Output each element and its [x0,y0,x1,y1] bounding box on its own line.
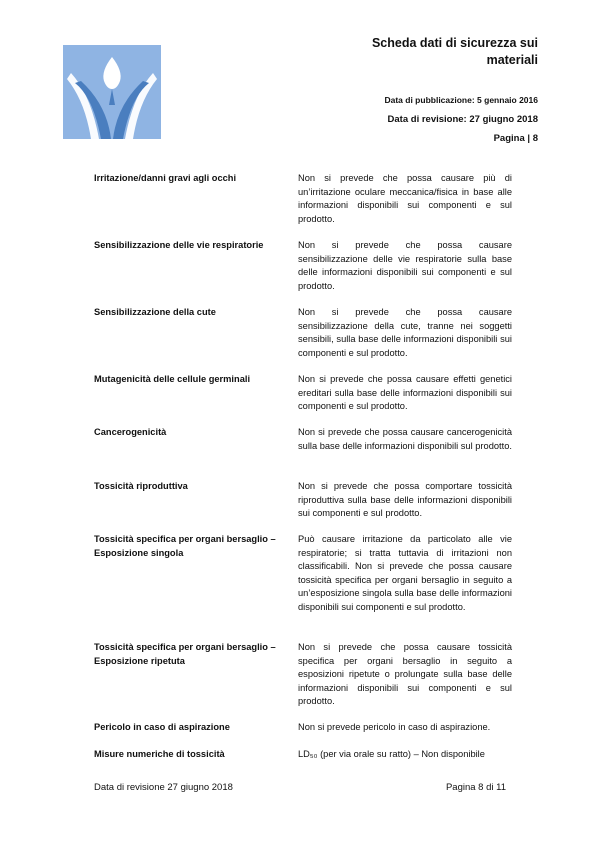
row-label: Irritazione/danni gravi agli occhi [94,173,237,183]
page-label: Pagina [493,133,525,144]
footer-page: Pagina 8 di 11 [445,782,506,793]
row-label: Sensibilizzazione della cute [94,307,216,317]
page-indicator [278,133,538,144]
row-label: Pericolo in caso di aspirazione [94,722,230,732]
row-label: Tossicità specifica per organi bersaglio – Esposizione singola [94,534,276,558]
row-value: Non si prevede che possa causare tossicità specifica per organi bersaglio in seguito a esposizioni ripetute o prolungate sulla base delle informazioni disponibili sui componenti e sul prodotto. [298,642,512,707]
row-value: Non si prevede pericolo in caso di aspirazione. [298,722,491,732]
footer-revision: Data di revisione 27 giugno 2018 [94,782,233,793]
row-value: Non si prevede che possa causare sensibilizzazione della cute, tranne nei soggetti sensibili, sulla base delle informazioni disponibili sui componenti e sul prodotto. [298,307,512,358]
page-number: 8 [532,133,538,144]
row-value: Non si prevede che possa causare più di un’irritazione oculare meccanica/fisica in base alle informazioni disponibili sui componenti e sul prodotto. [298,173,512,224]
row-label: Mutagenicità delle cellule germinali [94,374,251,384]
row-label: Tossicità specifica per organi bersaglio – Esposizione ripetuta [94,642,276,666]
row-label: Misure numeriche di tossicità [94,749,225,759]
row-value: Non si prevede che possa comportare tossicità riproduttiva sulla base delle informazioni disponibili sui componenti e sul prodotto. [298,481,512,519]
document-title: Scheda dati di sicurezza sui materiali [371,36,538,67]
revision-date: Data di revisione: 27 giugno 2018 [387,114,538,125]
row-value: Non si prevede che possa causare sensibilizzazione delle vie respiratorie sulla base delle informazioni disponibili sui componenti e sul prodotto. [298,240,512,291]
publication-date: Data di pubblicazione: 5 gennaio 2016 [384,95,538,105]
row-label: Tossicità riproduttiva [94,481,188,491]
row-value: LD₅₀ (per via orale su ratto) – Non disponibile [298,749,485,759]
page-separator: | [527,133,533,144]
row-label: Sensibilizzazione delle vie respiratorie [94,240,264,250]
row-value: Può causare irritazione da particolato alle vie respiratorie; si tratta tuttavia di irritazioni non classificabili. Non si prevede che possa causare tossicità specifica per organi bersaglio in seguito a un’esposizione singola sulla base delle informazioni disponibili sui componenti e sul prodotto. [298,534,512,612]
row-label: Cancerogenicità [94,427,167,437]
company-logo [63,45,161,139]
row-value: Non si prevede che possa causare cancerogenicità sulla base delle informazioni disponibili sul prodotto. [298,427,512,451]
row-value: Non si prevede che possa causare effetti genetici ereditari sulla base delle informazioni disponibili sui componenti e sul prodotto. [298,374,512,412]
